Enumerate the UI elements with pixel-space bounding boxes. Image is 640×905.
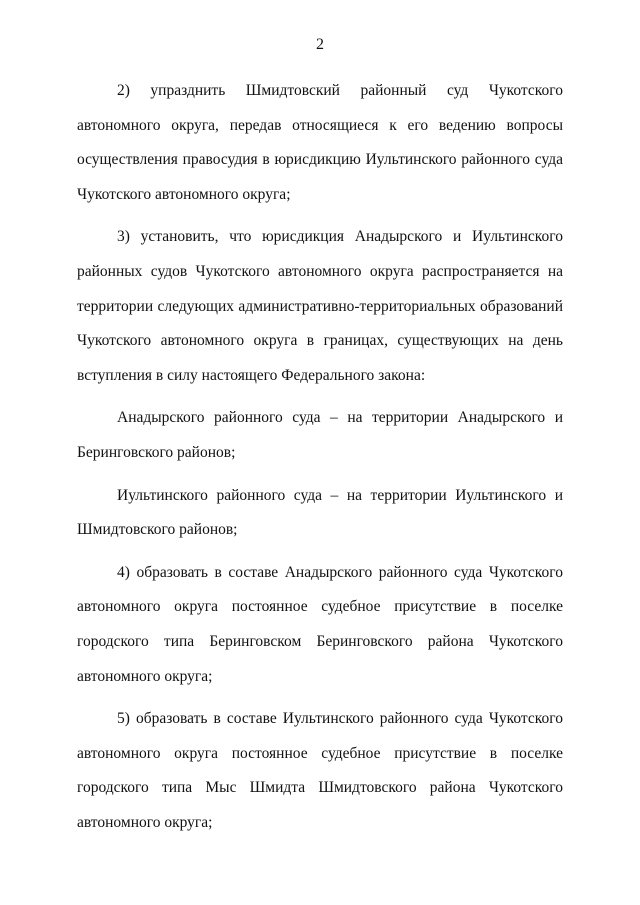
paragraph-anadyr-court-jurisdiction: Анадырского районного суда – на территории Анадырского и Беринговского районов; (77, 409, 563, 461)
paragraph-iultin-court-jurisdiction: Иультинского районного суда – на территории Иультинского и Шмидтовского районов; (77, 486, 563, 539)
paragraph-item-3: 3) установить, что юрисдикция Анадырского и Иультинского районных судов Чукотского автономного округа распространяется на территории следующих административно-территориальных образований Чукотского автономного округа в границах, существующих на день вступления в силу настоящего Федерального закона: (77, 228, 563, 384)
paragraph-item-4: 4) образовать в составе Анадырского районного суда Чукотского автономного округа постоянное судебное присутствие в поселке городского типа Беринговском Беринговского района Чукотского автономного округа; (77, 563, 563, 685)
document-body (77, 74, 563, 848)
paragraph-item-2: 2) упразднить Шмидтовский районный суд Чукотского автономного округа, передав относящиеся к его ведению вопросы осуществления правосудия в юрисдикцию Иультинского районного суда Чукотского автономного округа; (77, 82, 563, 203)
page-number: 2 (316, 36, 324, 53)
paragraph-item-5: 5) образовать в составе Иультинского районного суда Чукотского автономного округа постоянное судебное присутствие в поселке городского типа Мыс Шмидта Шмидтовского района Чукотского автономного округа; (77, 710, 563, 831)
